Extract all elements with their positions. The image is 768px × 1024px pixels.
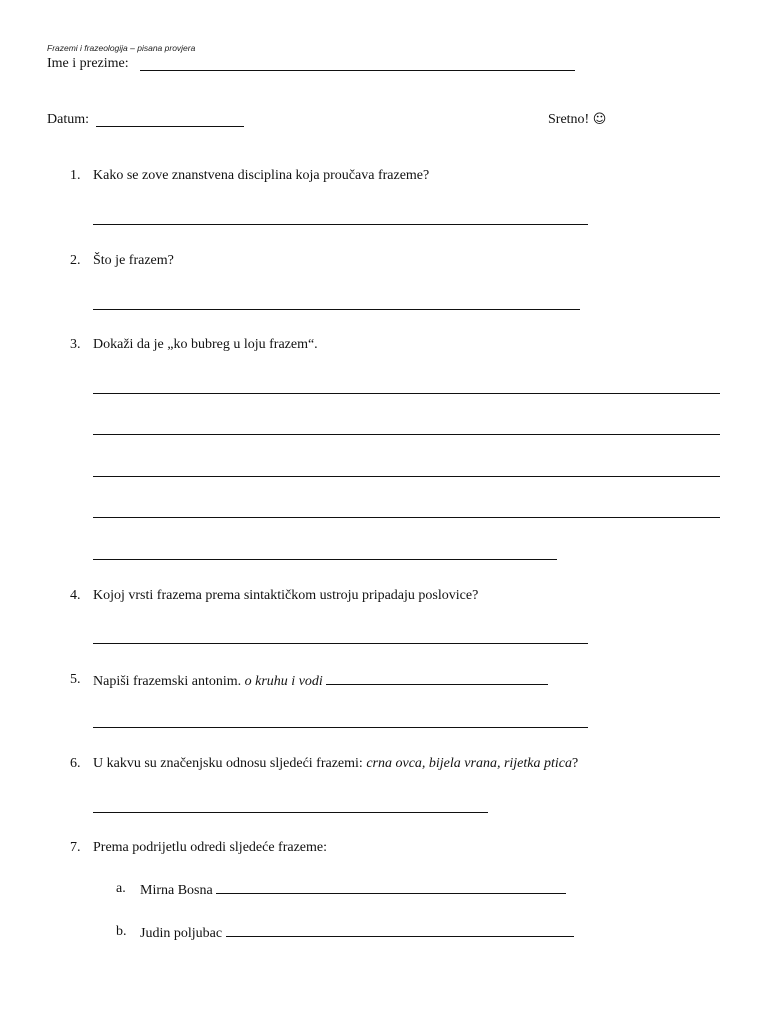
name-label: Ime i prezime: (47, 56, 129, 71)
answer-line-3a[interactable] (93, 393, 720, 394)
question-5-prompt: Napiši frazemski antonim. (93, 674, 242, 689)
question-6-text (93, 756, 578, 772)
answer-line-6[interactable] (93, 812, 488, 813)
question-6-number: 6. (70, 756, 81, 771)
question-6-suffix: ? (572, 756, 579, 771)
subitem-b-text: Judin poljubac (140, 926, 223, 941)
greeting (548, 112, 606, 128)
answer-line-3c[interactable] (93, 476, 720, 477)
answer-inline-5[interactable] (326, 672, 548, 685)
question-7-number: 7. (70, 840, 81, 855)
date-field[interactable] (96, 126, 244, 127)
question-5-phrase: o kruhu i vodi (244, 674, 323, 689)
question-6-prompt: U kakvu su značenjsku odnosu sljedeći frazemi: (93, 756, 363, 771)
answer-inline-7b[interactable] (226, 924, 574, 937)
name-field[interactable] (140, 70, 575, 71)
worksheet-subtitle: Frazemi i frazeologija – pisana provjera (47, 43, 196, 53)
question-2-text: Što je frazem? (93, 253, 174, 268)
question-2-number: 2. (70, 253, 81, 268)
greeting-text: Sretno! (548, 112, 590, 127)
subitem-a (140, 881, 566, 899)
subitem-b-letter: b. (116, 924, 127, 939)
question-4-text: Kojoj vrsti frazema prema sintaktičkom ustroju pripadaju poslovice? (93, 588, 479, 603)
smiley-icon: ☺ (592, 112, 607, 127)
question-1-number: 1. (70, 168, 81, 183)
question-7-text: Prema podrijetlu odredi sljedeće frazeme: (93, 840, 328, 855)
subitem-a-letter: a. (116, 881, 126, 896)
question-6-phrases: crna ovca, bijela vrana, rijetka ptica (366, 756, 572, 771)
answer-line-2[interactable] (93, 309, 580, 310)
question-3-number: 3. (70, 337, 81, 352)
answer-line-1[interactable] (93, 224, 588, 225)
question-4-number: 4. (70, 588, 81, 603)
question-5-text (93, 672, 548, 690)
answer-line-3e[interactable] (93, 559, 557, 560)
date-label: Datum: (47, 112, 89, 127)
subitem-b (140, 924, 574, 942)
question-5-number: 5. (70, 672, 81, 687)
question-3-text: Dokaži da je „ko bubreg u loju frazem“. (93, 337, 318, 352)
answer-inline-7a[interactable] (216, 881, 566, 894)
answer-line-3d[interactable] (93, 517, 720, 518)
answer-line-5[interactable] (93, 727, 588, 728)
answer-line-3b[interactable] (93, 434, 720, 435)
subitem-a-text: Mirna Bosna (140, 883, 213, 898)
answer-line-4[interactable] (93, 643, 588, 644)
question-1-text: Kako se zove znanstvena disciplina koja proučava frazeme? (93, 168, 430, 183)
